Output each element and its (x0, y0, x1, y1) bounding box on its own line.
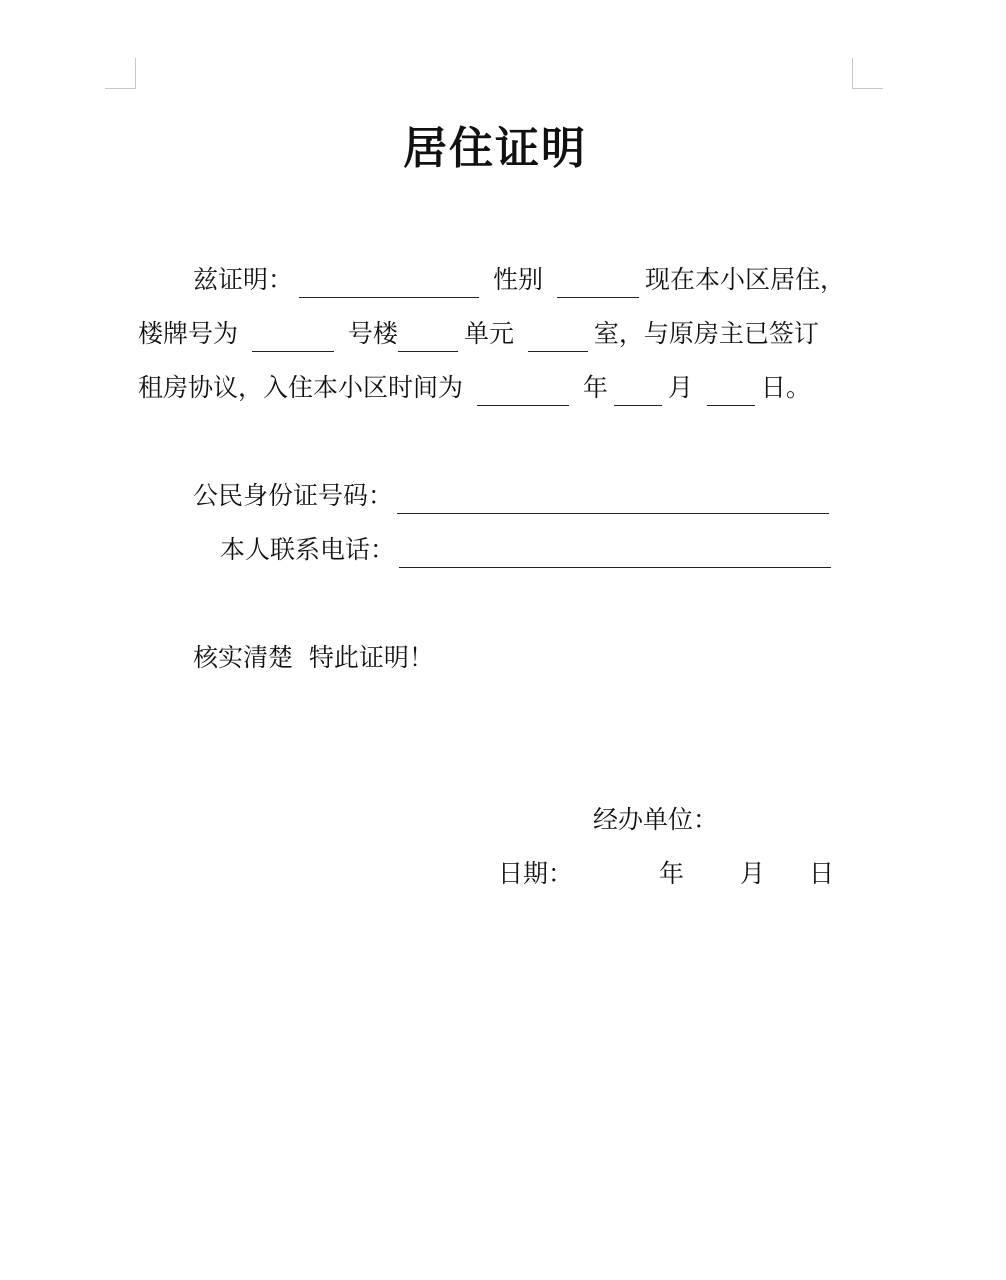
certify-label: 兹证明： (193, 265, 294, 294)
room-lease-text: 室，与原房主已签订 (593, 319, 819, 348)
move-in-text: 租房协议，入住本小区时间为 (138, 373, 464, 402)
id-number-row (193, 478, 835, 514)
day-blank (707, 377, 755, 406)
date-day-label: 日 (809, 859, 835, 888)
document-title: 居住证明 (403, 123, 587, 174)
month-label: 月 (667, 373, 693, 402)
phone-label: 本人联系电话： (220, 535, 396, 564)
paragraph-line-3 (138, 370, 811, 406)
month-blank (614, 377, 662, 406)
margin-corner-mark-top-right (852, 58, 883, 89)
building-number-label: 楼牌号为 (138, 319, 239, 348)
date-label: 日期： (498, 859, 574, 888)
verification-text: 核实清楚 特此证明！ (193, 643, 434, 672)
year-label: 年 (582, 373, 608, 402)
name-blank (299, 269, 479, 298)
phone-blank (399, 539, 831, 568)
building-unit-label: 号楼 (347, 319, 398, 348)
paragraph-line-1 (193, 262, 845, 298)
handling-unit-label: 经办单位： (593, 805, 719, 834)
date-year-label: 年 (659, 859, 685, 888)
unit-blank (398, 323, 458, 352)
signature-date-row (498, 856, 834, 892)
id-number-label: 公民身份证号码： (193, 481, 394, 510)
building-blank (252, 323, 334, 352)
margin-corner-mark-top-left (105, 58, 136, 89)
gender-label: 性别 (492, 265, 543, 294)
gender-blank (557, 269, 639, 298)
paragraph-line-2 (138, 316, 819, 352)
year-blank (477, 377, 569, 406)
date-month-label: 月 (740, 859, 766, 888)
day-label: 日。 (760, 373, 811, 402)
residence-text: 现在本小区居住， (644, 265, 845, 294)
id-number-blank (397, 485, 829, 514)
room-blank (528, 323, 588, 352)
unit-label: 单元 (463, 319, 514, 348)
phone-row (220, 532, 837, 568)
